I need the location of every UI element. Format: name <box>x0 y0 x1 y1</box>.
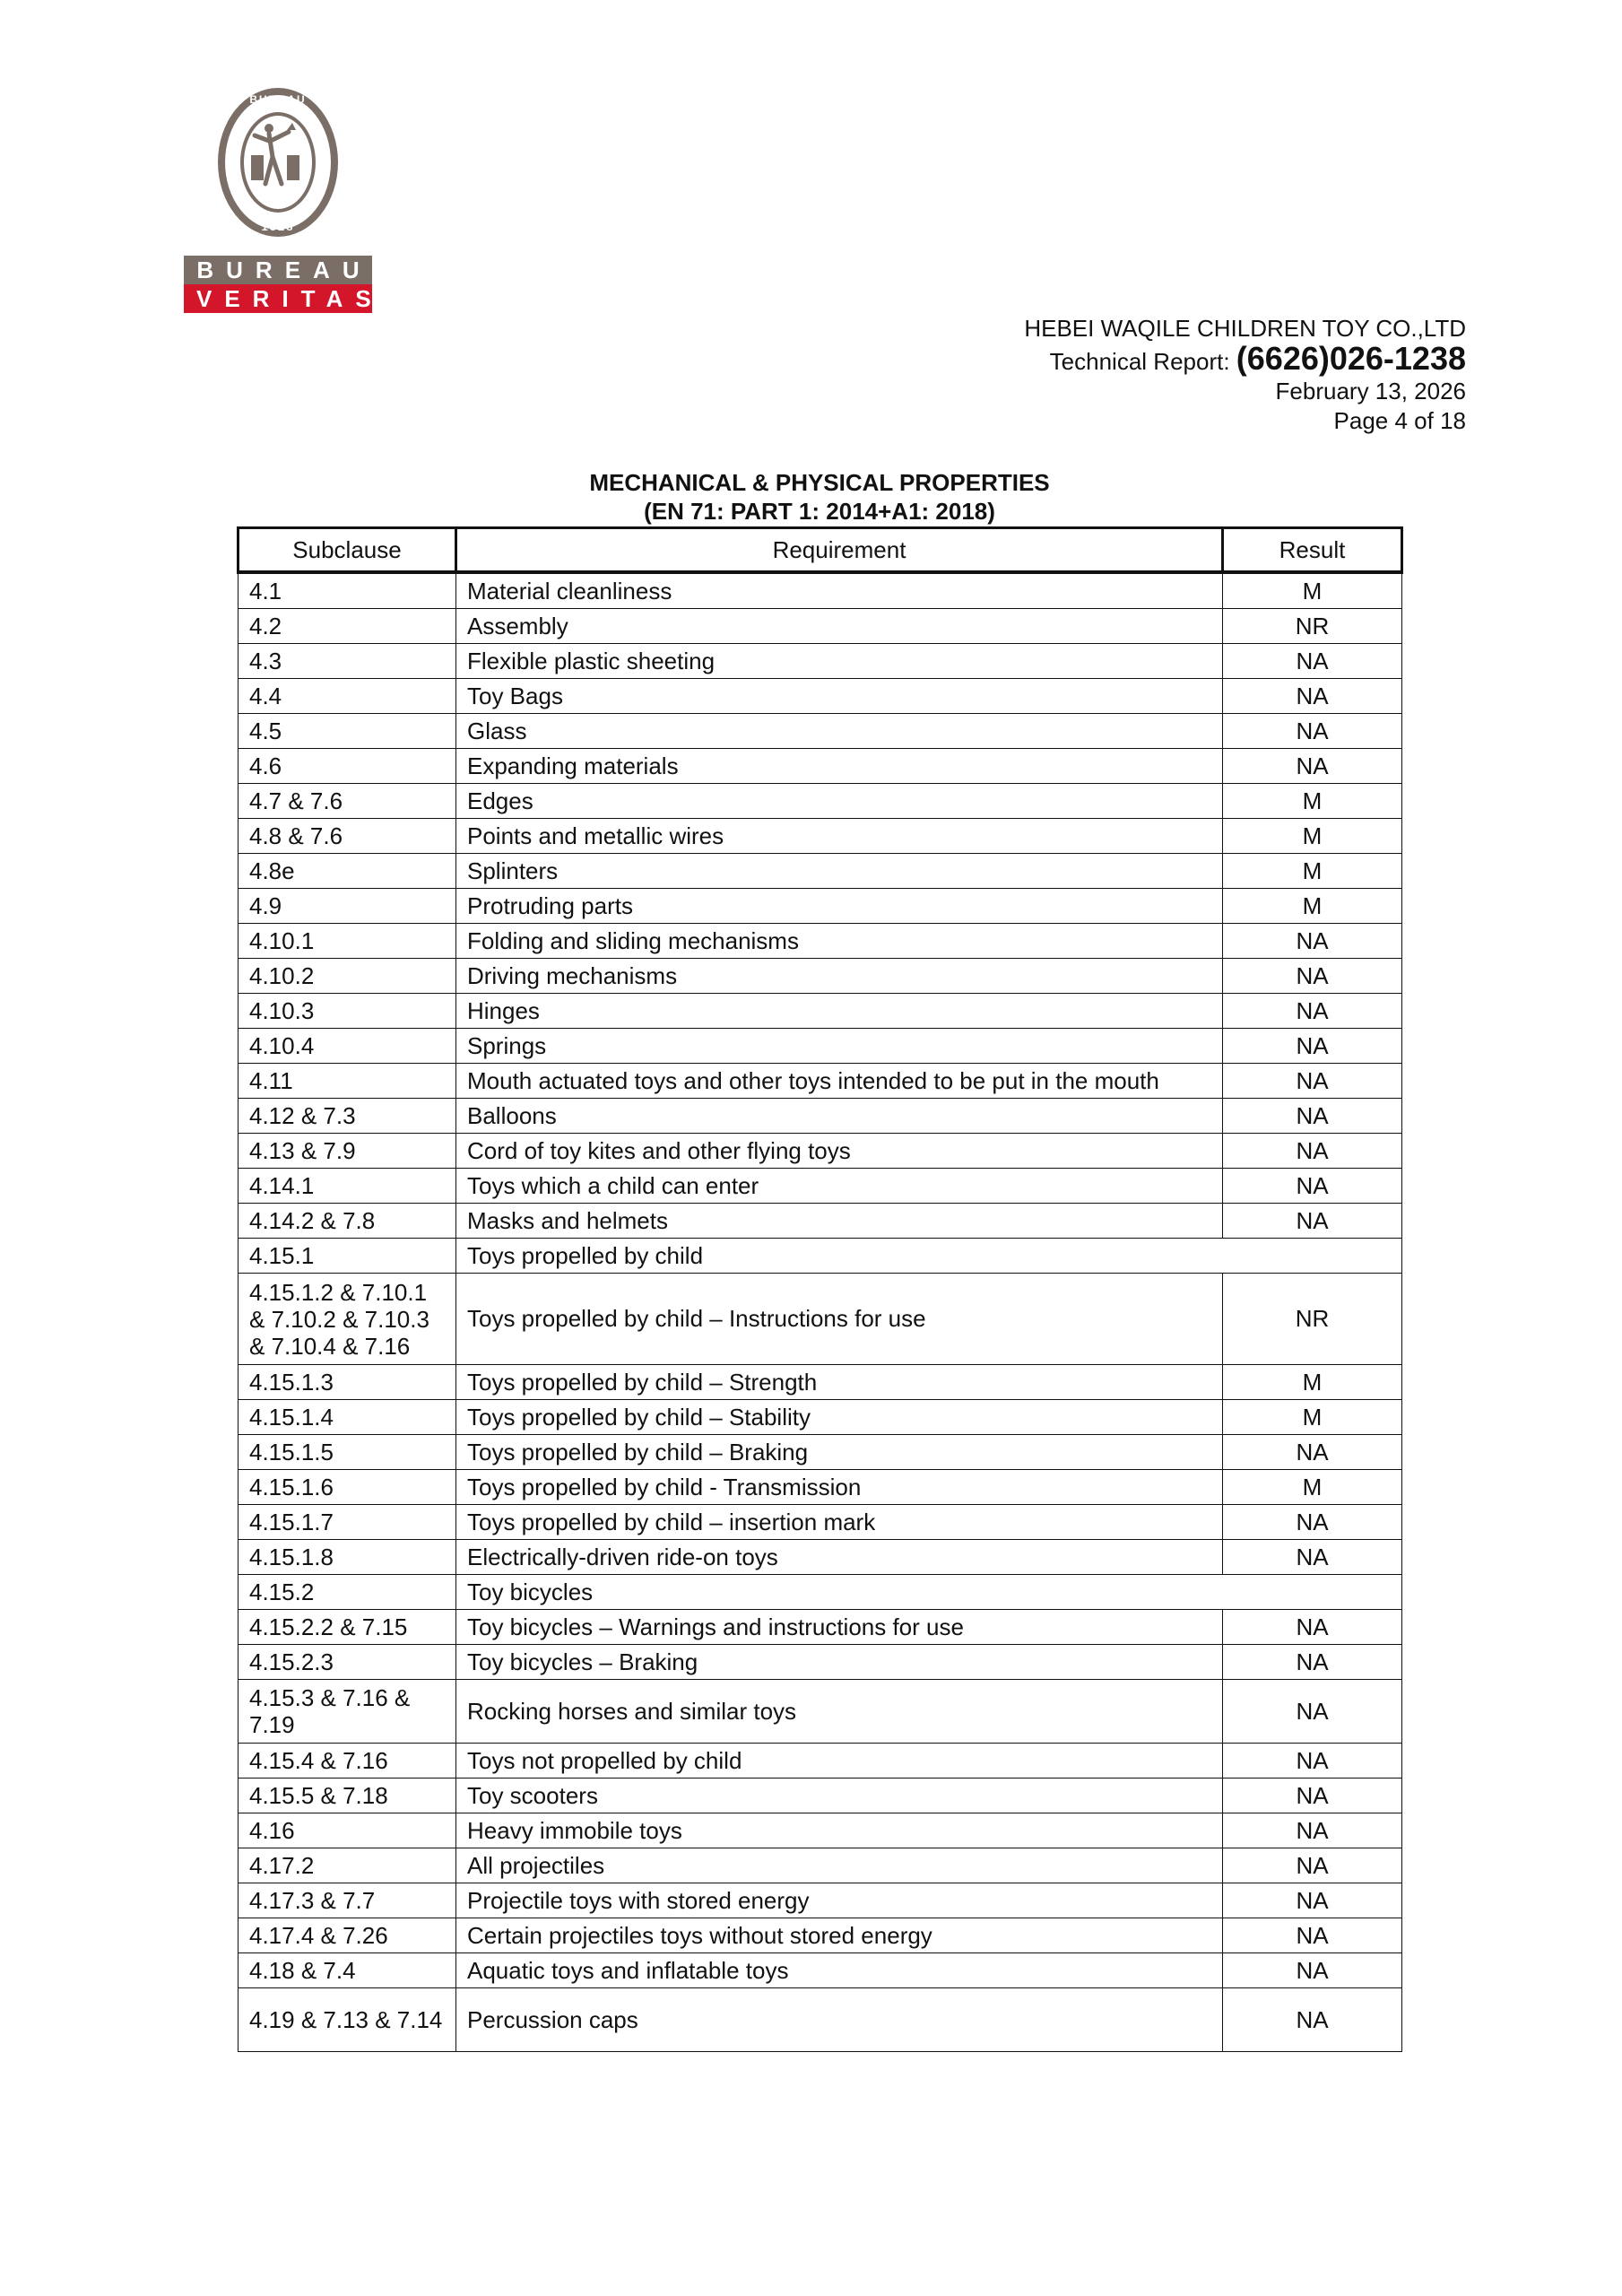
result-cell: NA <box>1223 644 1402 679</box>
result-cell: M <box>1223 784 1402 819</box>
subclause-cell: 4.15.1.3 <box>239 1365 456 1400</box>
table-row <box>239 819 1402 854</box>
result-cell: NA <box>1223 959 1402 994</box>
table-row <box>239 714 1402 749</box>
result-cell: NA <box>1223 1779 1402 1813</box>
requirement-cell: Masks and helmets <box>456 1204 1223 1239</box>
subclause-cell: 4.1 <box>239 572 456 609</box>
requirement-cell: All projectiles <box>456 1848 1223 1883</box>
table-body <box>239 572 1402 2052</box>
subclause-cell: 4.3 <box>239 644 456 679</box>
report-date: February 13, 2026 <box>1275 378 1466 404</box>
requirement-cell: Heavy immobile toys <box>456 1813 1223 1848</box>
result-cell: M <box>1223 1400 1402 1435</box>
requirement-cell: Driving mechanisms <box>456 959 1223 994</box>
table-row <box>239 749 1402 784</box>
subclause-cell: 4.4 <box>239 679 456 714</box>
subclause-cell: 4.7 & 7.6 <box>239 784 456 819</box>
table-row <box>239 1435 1402 1470</box>
requirement-cell: Toy Bags <box>456 679 1223 714</box>
result-cell: NA <box>1223 714 1402 749</box>
result-cell: NA <box>1223 1204 1402 1239</box>
column-header-result: Result <box>1223 528 1402 573</box>
result-cell: NA <box>1223 1610 1402 1645</box>
result-cell: M <box>1223 854 1402 889</box>
requirement-cell: Expanding materials <box>456 749 1223 784</box>
subclause-cell: 4.15.1.6 <box>239 1470 456 1505</box>
result-cell: M <box>1223 889 1402 924</box>
table-row <box>239 1744 1402 1779</box>
result-cell: NR <box>1223 1274 1402 1365</box>
result-cell: NA <box>1223 1645 1402 1680</box>
result-cell: NA <box>1223 1134 1402 1169</box>
table-row <box>239 1779 1402 1813</box>
requirement-cell: Toy bicycles – Warnings and instructions for use <box>456 1610 1223 1645</box>
table-row <box>239 1029 1402 1064</box>
report-line <box>1024 340 1466 377</box>
table-row <box>239 1848 1402 1883</box>
svg-text:1828: 1828 <box>261 220 295 233</box>
result-cell: NA <box>1223 749 1402 784</box>
table-row <box>239 994 1402 1029</box>
subclause-cell: 4.19 & 7.13 & 7.14 <box>239 1988 456 2052</box>
table-header-row <box>239 528 1402 573</box>
table-row <box>239 1953 1402 1988</box>
table-row <box>239 1470 1402 1505</box>
subclause-cell: 4.2 <box>239 609 456 644</box>
result-cell: M <box>1223 1470 1402 1505</box>
result-cell: NA <box>1223 1918 1402 1953</box>
result-cell: NA <box>1223 1540 1402 1575</box>
result-cell: M <box>1223 819 1402 854</box>
requirement-cell: Splinters <box>456 854 1223 889</box>
requirement-cell: Edges <box>456 784 1223 819</box>
result-cell: NA <box>1223 1435 1402 1470</box>
subclause-cell: 4.8e <box>239 854 456 889</box>
table-row <box>239 1134 1402 1169</box>
subclause-cell: 4.15.3 & 7.16 & 7.19 <box>239 1680 456 1744</box>
table-row <box>239 1918 1402 1953</box>
requirement-cell: Toys propelled by child – Instructions for use <box>456 1274 1223 1365</box>
table-row <box>239 959 1402 994</box>
result-cell: NA <box>1223 1883 1402 1918</box>
table-row <box>239 784 1402 819</box>
section-title <box>237 468 1402 526</box>
requirement-cell: Balloons <box>456 1099 1223 1134</box>
subclause-cell: 4.10.3 <box>239 994 456 1029</box>
table-row <box>239 1169 1402 1204</box>
subclause-cell: 4.14.2 & 7.8 <box>239 1204 456 1239</box>
result-cell: NA <box>1223 994 1402 1029</box>
table-row <box>239 572 1402 609</box>
result-cell: NA <box>1223 1169 1402 1204</box>
requirement-cell: Rocking horses and similar toys <box>456 1680 1223 1744</box>
result-cell: NA <box>1223 679 1402 714</box>
table-row <box>239 1610 1402 1645</box>
table-row <box>239 1365 1402 1400</box>
section-title-line1: MECHANICAL & PHYSICAL PROPERTIES <box>589 469 1050 496</box>
requirement-cell: Electrically-driven ride-on toys <box>456 1540 1223 1575</box>
result-cell: NA <box>1223 1680 1402 1744</box>
requirement-cell: Toys propelled by child – Braking <box>456 1435 1223 1470</box>
subclause-cell: 4.15.5 & 7.18 <box>239 1779 456 1813</box>
subclause-cell: 4.15.4 & 7.16 <box>239 1744 456 1779</box>
result-cell: M <box>1223 572 1402 609</box>
subclause-cell: 4.15.1.2 & 7.10.1 & 7.10.2 & 7.10.3 & 7.10.4 & 7.16 <box>239 1274 456 1365</box>
subclause-cell: 4.17.2 <box>239 1848 456 1883</box>
subclause-cell: 4.18 & 7.4 <box>239 1953 456 1988</box>
bureau-veritas-emblem-icon <box>215 85 341 239</box>
requirement-cell: Toy bicycles <box>456 1575 1402 1610</box>
subclause-cell: 4.15.1.5 <box>239 1435 456 1470</box>
subclause-cell: 4.14.1 <box>239 1169 456 1204</box>
requirement-cell: Toys propelled by child - Transmission <box>456 1470 1223 1505</box>
page-number: Page 4 of 18 <box>1333 407 1466 434</box>
subclause-cell: 4.15.1 <box>239 1239 456 1274</box>
table-row <box>239 1680 1402 1744</box>
table-row <box>239 1540 1402 1575</box>
subclause-cell: 4.9 <box>239 889 456 924</box>
column-header-requirement: Requirement <box>456 528 1223 573</box>
table-row <box>239 1400 1402 1435</box>
result-cell: NA <box>1223 924 1402 959</box>
subclause-cell: 4.15.2 <box>239 1575 456 1610</box>
result-cell: NA <box>1223 1813 1402 1848</box>
result-cell: NR <box>1223 609 1402 644</box>
requirement-cell: Toys propelled by child – Strength <box>456 1365 1223 1400</box>
result-cell: NA <box>1223 1029 1402 1064</box>
properties-table <box>237 526 1403 2052</box>
result-cell: NA <box>1223 1988 1402 2052</box>
column-header-subclause: Subclause <box>239 528 456 573</box>
table-row <box>239 1883 1402 1918</box>
table-row <box>239 1575 1402 1610</box>
subclause-cell: 4.6 <box>239 749 456 784</box>
table-row <box>239 1099 1402 1134</box>
requirement-cell: Toy bicycles – Braking <box>456 1645 1223 1680</box>
logo-word-bureau: BUREAU <box>184 256 372 284</box>
report-number: (6626)026-1238 <box>1236 340 1466 377</box>
requirement-cell: Cord of toy kites and other flying toys <box>456 1134 1223 1169</box>
subclause-cell: 4.10.1 <box>239 924 456 959</box>
subclause-cell: 4.17.4 & 7.26 <box>239 1918 456 1953</box>
result-cell: NA <box>1223 1505 1402 1540</box>
subclause-cell: 4.8 & 7.6 <box>239 819 456 854</box>
requirement-cell: Material cleanliness <box>456 572 1223 609</box>
svg-text:BUREAU: BUREAU <box>249 93 307 106</box>
result-cell: NA <box>1223 1099 1402 1134</box>
result-cell: NA <box>1223 1848 1402 1883</box>
requirement-cell: Toys not propelled by child <box>456 1744 1223 1779</box>
section-title-line2: (EN 71: PART 1: 2014+A1: 2018) <box>644 498 995 525</box>
table-row <box>239 609 1402 644</box>
subclause-cell: 4.15.1.7 <box>239 1505 456 1540</box>
table-row <box>239 644 1402 679</box>
requirement-cell: Flexible plastic sheeting <box>456 644 1223 679</box>
subclause-cell: 4.13 & 7.9 <box>239 1134 456 1169</box>
table-row <box>239 1239 1402 1274</box>
table-row <box>239 854 1402 889</box>
logo-word-veritas: VERITAS <box>184 284 372 313</box>
requirement-cell: Assembly <box>456 609 1223 644</box>
requirement-cell: Aquatic toys and inflatable toys <box>456 1953 1223 1988</box>
subclause-cell: 4.11 <box>239 1064 456 1099</box>
bureau-veritas-logo <box>184 85 384 317</box>
table-row <box>239 679 1402 714</box>
subclause-cell: 4.10.2 <box>239 959 456 994</box>
result-cell: NA <box>1223 1064 1402 1099</box>
requirement-cell: Projectile toys with stored energy <box>456 1883 1223 1918</box>
table-row <box>239 1274 1402 1365</box>
subclause-cell: 4.15.2.3 <box>239 1645 456 1680</box>
requirement-cell: Mouth actuated toys and other toys intended to be put in the mouth <box>456 1064 1223 1099</box>
requirement-cell: Certain projectiles toys without stored energy <box>456 1918 1223 1953</box>
report-label: Technical Report: <box>1049 348 1230 375</box>
subclause-cell: 4.15.1.8 <box>239 1540 456 1575</box>
table-row <box>239 1204 1402 1239</box>
table-row <box>239 1064 1402 1099</box>
subclause-cell: 4.15.1.4 <box>239 1400 456 1435</box>
requirement-cell: Toys propelled by child – insertion mark <box>456 1505 1223 1540</box>
requirement-cell: Toys propelled by child <box>456 1239 1402 1274</box>
result-cell: NA <box>1223 1744 1402 1779</box>
requirement-cell: Glass <box>456 714 1223 749</box>
company-name: HEBEI WAQILE CHILDREN TOY CO.,LTD <box>1024 315 1466 342</box>
result-cell: NA <box>1223 1953 1402 1988</box>
result-cell: M <box>1223 1365 1402 1400</box>
table-row <box>239 1813 1402 1848</box>
subclause-cell: 4.10.4 <box>239 1029 456 1064</box>
requirement-cell: Toys propelled by child – Stability <box>456 1400 1223 1435</box>
subclause-cell: 4.5 <box>239 714 456 749</box>
requirement-cell: Toy scooters <box>456 1779 1223 1813</box>
requirement-cell: Protruding parts <box>456 889 1223 924</box>
requirement-cell: Springs <box>456 1029 1223 1064</box>
requirement-cell: Percussion caps <box>456 1988 1223 2052</box>
requirement-cell: Toys which a child can enter <box>456 1169 1223 1204</box>
report-header <box>1024 314 1466 436</box>
table-row <box>239 889 1402 924</box>
subclause-cell: 4.17.3 & 7.7 <box>239 1883 456 1918</box>
table-row <box>239 1645 1402 1680</box>
requirement-cell: Points and metallic wires <box>456 819 1223 854</box>
subclause-cell: 4.15.2.2 & 7.15 <box>239 1610 456 1645</box>
table-row <box>239 1505 1402 1540</box>
requirement-cell: Folding and sliding mechanisms <box>456 924 1223 959</box>
table-row <box>239 1988 1402 2052</box>
subclause-cell: 4.12 & 7.3 <box>239 1099 456 1134</box>
subclause-cell: 4.16 <box>239 1813 456 1848</box>
table-row <box>239 924 1402 959</box>
requirement-cell: Hinges <box>456 994 1223 1029</box>
